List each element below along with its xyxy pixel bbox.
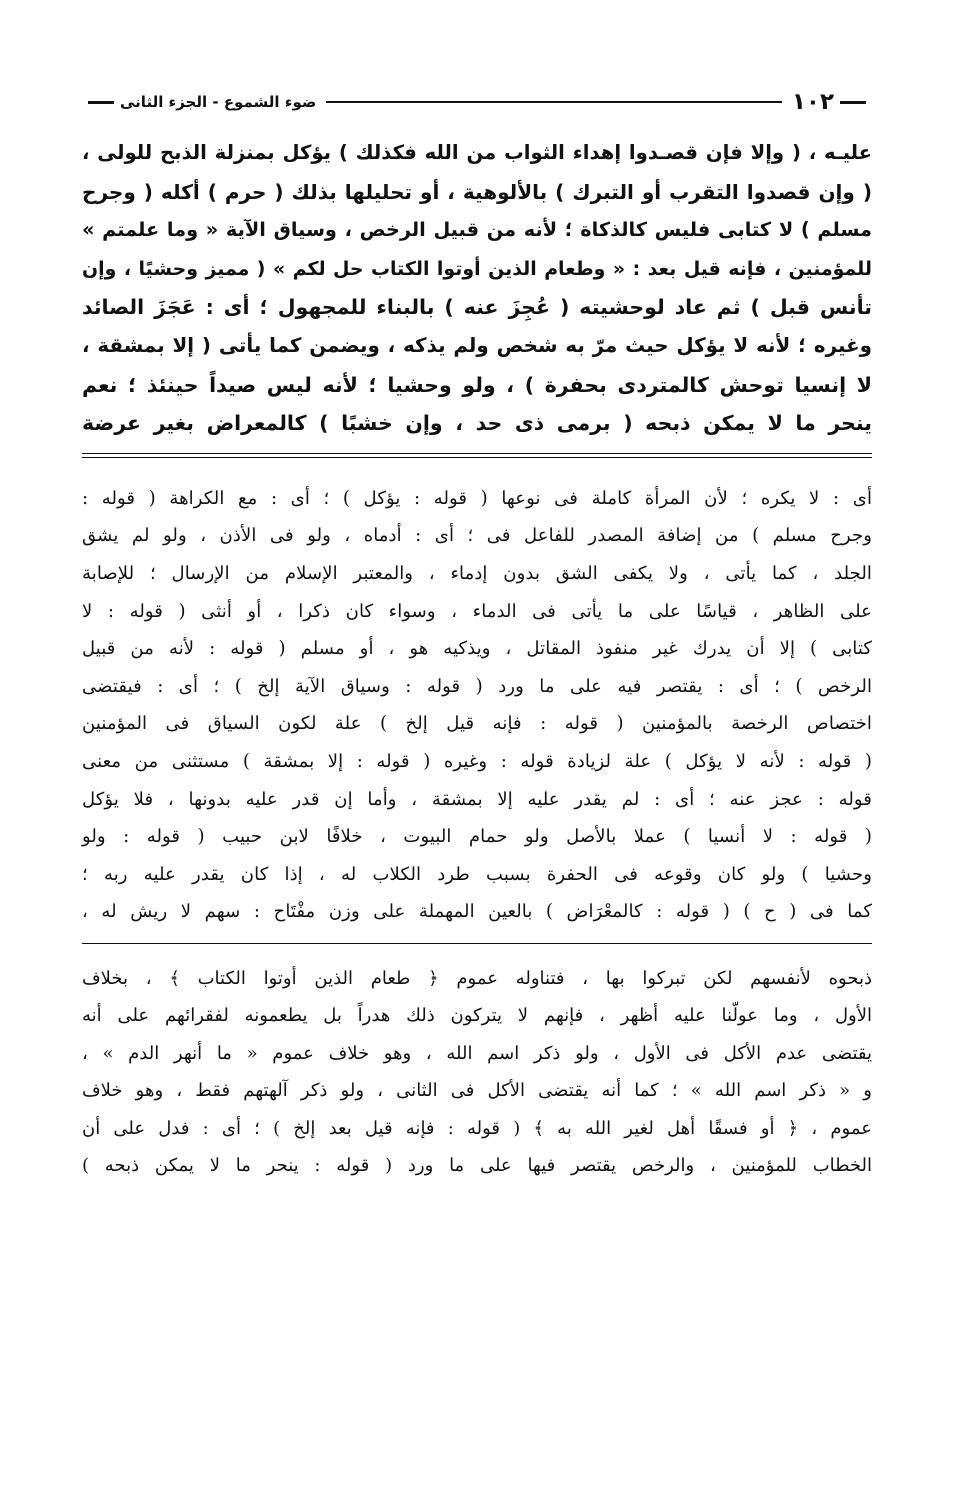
main-text-line: مسلم ) لا كتابى فليس كالذكاة ؛ لأنه من قبيل الرخص ، وسياق الآية « وما علمتم » <box>82 218 872 242</box>
main-text-line: ( وإن قصدوا التقرب أو التبرك ) بالألوهية ، أو تحليلها بذلك ( حرم ) أكله ( وجرح <box>82 179 872 204</box>
commentary-line: كما فى ( ح ) ( قوله : كالمعْرَاض ) بالعين المهملة على وزن مفْتَاح : سهم لا ريش له ، <box>82 901 872 923</box>
commentary-line: أى : لا يكره ؛ لأن المرأة كاملة فى نوعها ( قوله : يؤكل ) ؛ أى : مع الكراهة ( قوله : <box>82 487 872 509</box>
header-dash-right <box>840 101 866 104</box>
commentary-line: الرخص ) ؛ أى : يقتصر فيه على ما ورد ( قوله : وسياق الآية إلخ ) ؛ أى : فيقتضى <box>82 675 872 697</box>
commentary-line: وجرح مسلم ) من إضافة المصدر للفاعل فى ؛ أى : أدماه ، ولو فى الأذن ، ولو لم يشق <box>82 525 872 547</box>
main-text-line: ينحر ما لا يمكن ذبحه ( برمى ذى حد ، وإن خشبًا ) كالمعراض بغير عرضة <box>82 411 872 436</box>
double-divider <box>82 453 872 458</box>
header-rule <box>326 101 782 103</box>
footnote-text <box>82 960 872 1184</box>
book-page <box>82 84 872 1184</box>
book-title: ضوء الشموع - الجزء الثانى <box>120 93 317 111</box>
commentary-text <box>82 480 872 931</box>
footnote-line: الخطاب للمؤمنين ، والرخص يقتصر فيها على ما ورد ( قوله : ينحر ما لا يمكن ذبحه ) <box>82 1154 872 1176</box>
main-text-line: عليـه ، ( وإلا فإن قصـدوا إهداء الثواب من الله فكذلك ) يؤكل بمنزلة الذبح للولى ، <box>82 141 872 164</box>
main-text-line: تأنس قبل ) ثم عاد لوحشيته ( عُجِزَ عنه ) بالبناء للمجهول ؛ أى : عَجَزَ الصائد <box>82 295 872 320</box>
commentary-line: اختصاص الرخصة بالمؤمنين ( قوله : فإنه قيل إلخ ) علة لكون السياق فى المؤمنين <box>82 713 872 735</box>
header-dash-left <box>88 101 114 104</box>
commentary-line: ( قوله : لأنه لا يؤكل ) علة لزيادة قوله : وغيره ( قوله : إلا بمشقة ) مستثنى من معنى <box>82 750 872 772</box>
main-text-line: لا إنسيا توحش كالمتردى بحفرة ) ، ولو وحشيا ؛ لأنه ليس صيداً حينئذ ؛ نعم <box>82 372 872 397</box>
footnote-line: ذبحوه لأنفسهم لكن تبركوا بها ، فتناوله عموم ﴿ طعام الذين أوتوا الكتاب ﴾ ، بخلاف <box>82 967 872 989</box>
main-text-line: للمؤمنين ، فإنه قيل بعد : « وطعام الذين أوتوا الكتاب حل لكم » ( مميز وحشيًا ، وإن <box>82 257 872 280</box>
footnote-divider <box>82 943 872 944</box>
commentary-line: وحشيا ) ولو كان وقوعه فى الحفرة بسبب طرد الكلاب له ، إذا كان يقدر عليه ربه ؛ <box>82 863 872 885</box>
commentary-line: ( قوله : لا أنسيا ) عملا بالأصل ولو حمام البيوت ، خلافًا لابن حبيب ( قوله : ولو <box>82 826 872 848</box>
footnote-line: عموم ، ﴿ أو فسقًا أهل لغير الله به ﴾ ( قوله : فإنه قيل بعد إلخ ) ؛ أى : فدل على أن <box>82 1117 872 1139</box>
main-text-line: وغيره ؛ لأنه لا يؤكل حيث مرّ به شخص ولم يذكه ، ويضمن كما يأتى ( إلا بمشقة ، <box>82 333 872 357</box>
footnote-line: يقتضى عدم الأكل فى الأول ، ولو ذكر اسم الله ، وهو خلاف عموم « ما أنهر الدم » ، <box>82 1042 872 1064</box>
footnote-line: و « ذكر اسم الله » ؛ كما أنه يقتضى الأكل فى الثانى ، ولو ذكر آلهتهم فقط ، وهو خلاف <box>82 1080 872 1102</box>
commentary-line: الجلد ، كما يأتى ، ولا يكفى الشق بدون إدماء ، والمعتبر الإسلام من الإرسال ؛ للإصابة <box>82 562 872 584</box>
commentary-line: كتابى ) إلا أن يدرك غير منفوذ المقاتل ، ويذكيه هو ، أو مسلم ( قوله : لأنه من قبيل <box>82 638 872 660</box>
commentary-line: قوله : عجز عنه ؛ أى : لم يقدر عليه إلا بمشقة ، وأما إن قدر عليه بدونها ، فلا يؤكل <box>82 788 872 810</box>
footnote-line: الأول ، وما عولّنا عليه أظهر ، فإنهم لا يتركون ذلك هدراً بل يطعمونه لفقرائهم على أنه <box>82 1005 872 1027</box>
commentary-line: على الظاهر ، قياسًا على ما يأتى فى الدماء ، وسواء كان ذكرا ، أو أنثى ( قوله : لا <box>82 600 872 622</box>
running-header <box>82 84 872 120</box>
page-number: ١٠٢ <box>791 89 834 115</box>
main-text <box>82 134 872 443</box>
